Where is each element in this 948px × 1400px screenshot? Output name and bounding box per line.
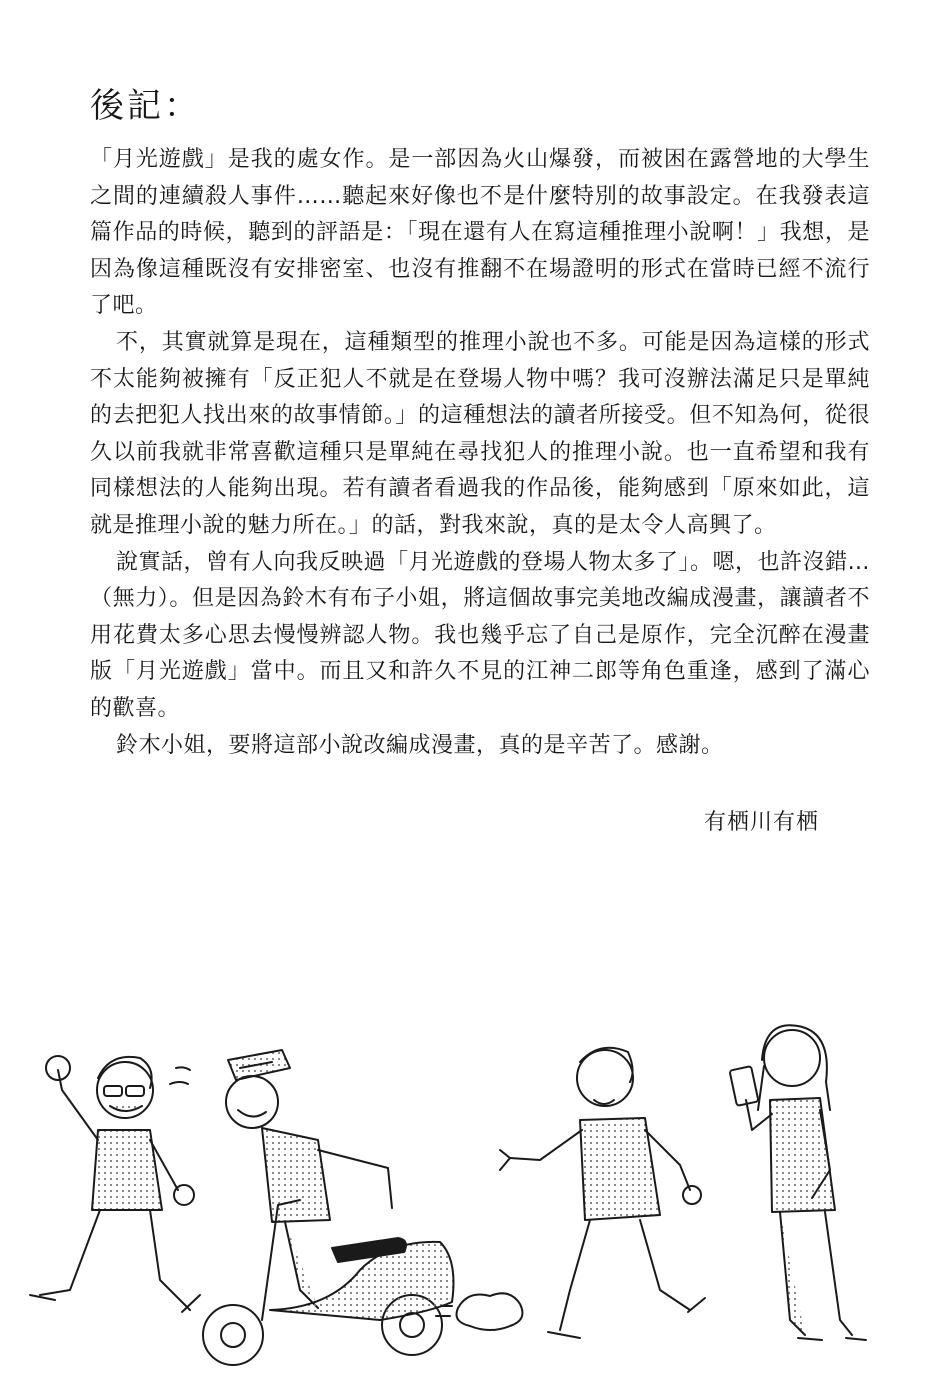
manga-characters-illustration bbox=[0, 990, 948, 1400]
paragraph-4: 鈴木小姐，要將這部小說改編成漫畫，真的是辛苦了。感謝。 bbox=[116, 732, 724, 758]
standing-girl-figure bbox=[729, 1025, 866, 1340]
afterword-body bbox=[90, 142, 870, 764]
paragraph-1: 「月光遊戲」是我的處女作。是一部因為火山爆發，而被困在露營地的大學生之間的連續殺人事件……聽起來好像也不是什麼特別的故事設定。在我發表這篇作品的時候，聽到的評語是：「現在還有人在寫這種推理小說啊！」我想，是因為像這種既沒有安排密室、也沒有推翻不在場證明的形式在當時已經不流行了吧。 bbox=[90, 147, 870, 319]
running-student-figure bbox=[30, 1056, 200, 1312]
phone-icon bbox=[729, 1066, 758, 1106]
paragraph-2: 不，其實就算是現在，這種類型的推理小說也不多。可能是因為這樣的形式不太能夠被擁有「反正犯人不就是在登場人物中嗎？我可沒辦法滿足只是單純的去把犯人找出來的故事情節。」的這種想法的讀者所接受。但不知為何，從很久以前我就非常喜歡這種只是單純在尋找犯人的推理小說。也一直希望和我有同樣想法的人能夠出現。若有讀者看過我的作品後，能夠感到「原來如此，這就是推理小說的魅力所在。」的話，對我來說，真的是太令人高興了。 bbox=[90, 329, 870, 538]
author-signature: 有栖川有栖 bbox=[704, 810, 820, 835]
scooter-icon bbox=[203, 1200, 454, 1365]
page-title: 後記： bbox=[90, 86, 201, 126]
running-boy-figure bbox=[500, 1048, 705, 1338]
paragraph-3: 說實話，曾有人向我反映過「月光遊戲的登場人物太多了」。嗯，也許沒錯…（無力）。但是因為鈴木有布子小姐，將這個故事完美地改編成漫畫，讓讀者不用花費太多心思去慢慢辨認人物。我也幾乎忘了自己是原作，完全沉醉在漫畫版「月光遊戲」當中。而且又和許久不見的江神二郎等角色重逢，感到了滿心的歡喜。 bbox=[90, 549, 871, 721]
